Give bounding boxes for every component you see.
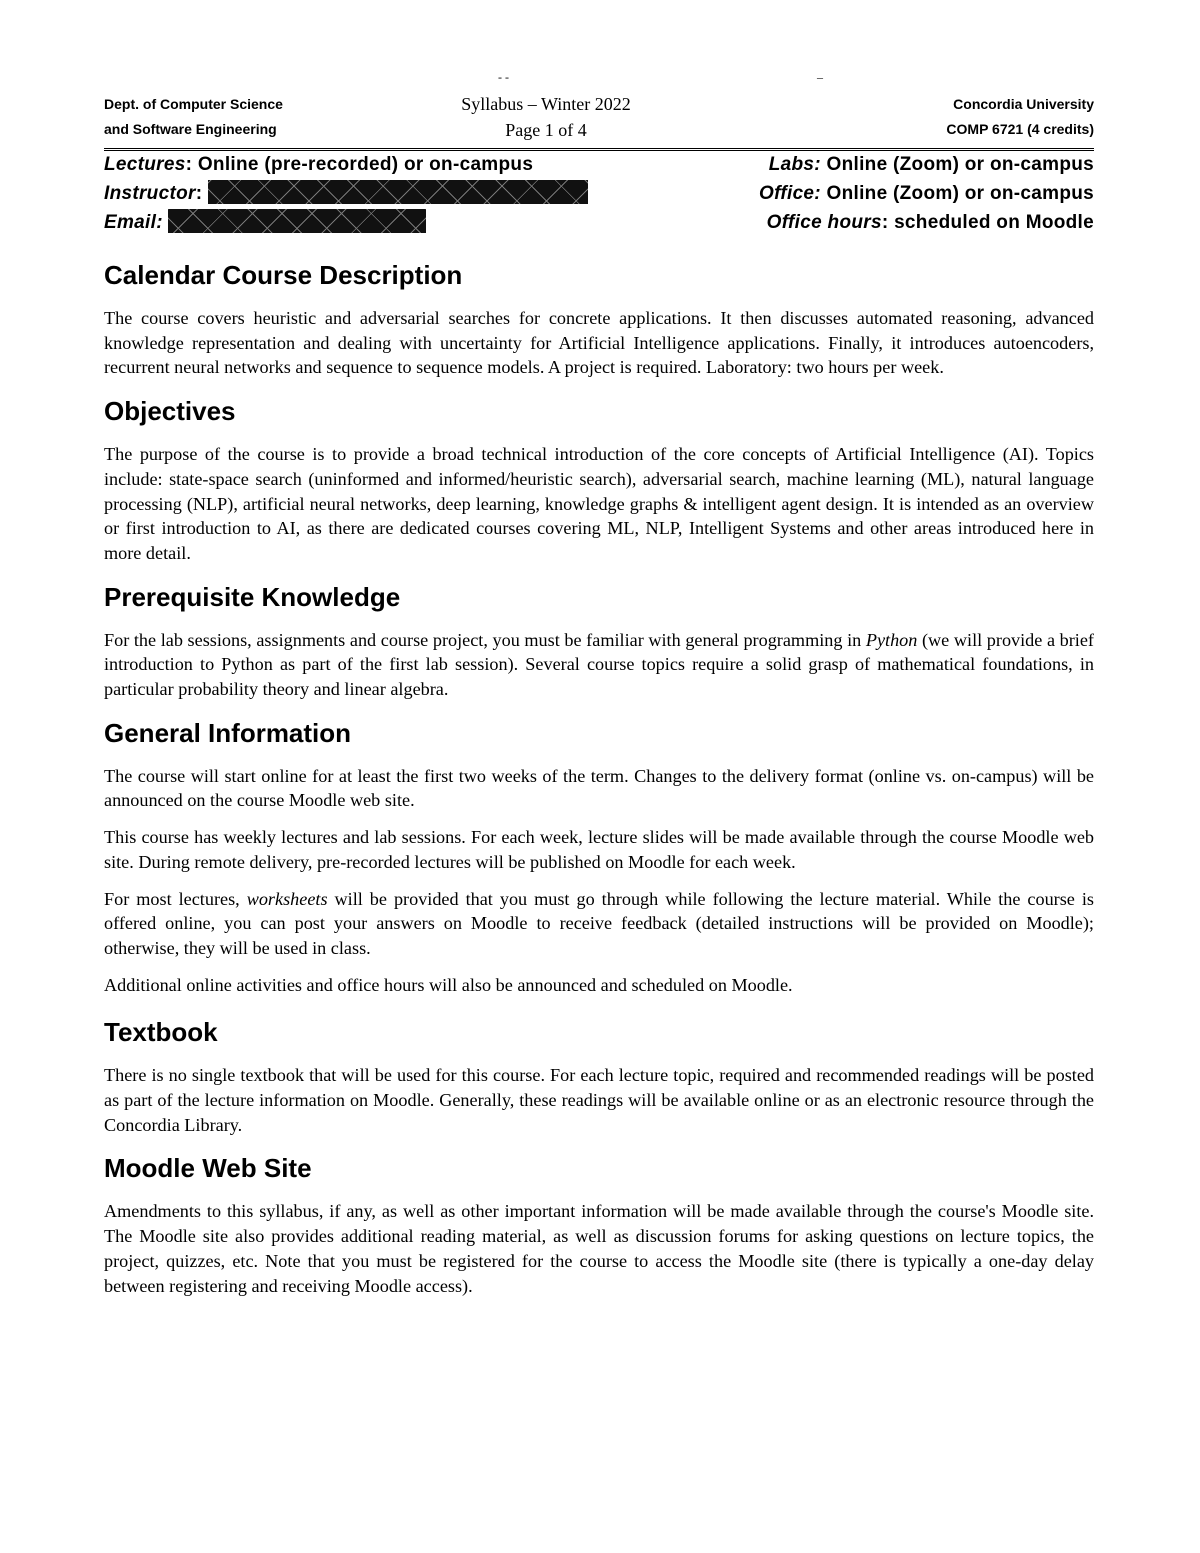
paragraph: The course will start online for at least the first two weeks of the term. Changes to the delivery format (online vs. on-campus) will be announced on the course Moodle web site.	[104, 765, 1094, 811]
page-header	[104, 88, 1094, 144]
section-title: Calendar Course Description	[104, 260, 463, 290]
header-artifact-mark: –	[817, 70, 823, 84]
paragraph: Amendments to this syllabus, if any, as well as other important information will be made available through the course's Moodle site. The Moodle site also provides additional reading material, as well as discussion forums for asking questions on lecture topics, the project, quizzes, etc. Note that you must be registered for the course to access the Moodle site (there is typically a one-day delay between registering and receiving Moodle access).	[104, 1201, 1094, 1296]
section-calendar-description	[104, 256, 1094, 380]
lectures-info: Lectures: Online (pre-recorded) or on-campus	[104, 154, 534, 175]
course-code: COMP 6721 (4 credits)	[946, 121, 1094, 137]
syllabus-title: Syllabus – Winter 2022 Page 1 of 4	[104, 91, 988, 143]
section-title: Prerequisite Knowledge	[104, 581, 401, 612]
section-prerequisite-knowledge	[104, 578, 1094, 702]
section-title: Moodle Web Site	[104, 1153, 312, 1184]
section-title: Objectives	[104, 396, 236, 427]
paragraph: This course has weekly lectures and lab sessions. For each week, lecture slides will be made available through the course Moodle web site. During remote delivery, pre-recorded lectures will be published on Moodle for each week.	[104, 827, 1094, 872]
office-info: Office: Online (Zoom) or on-campus	[759, 183, 1094, 204]
paragraph: There is no single textbook that will be used for this course. For each lecture topic, required and recommended readings will be posted as part of the lecture information on Moodle. Generally, these readings will be available online or as an electronic resource through the Concordia Library.	[104, 1065, 1094, 1135]
section-objectives	[104, 392, 1094, 566]
section-general-information	[104, 714, 1094, 998]
paragraph: For most lectures, worksheets will be provided that you must go through while following the lecture material. While the course is offered online, you can post your answers on Moodle to receive feedback (detailed instructions will be provided on Moodle); otherwise, they will be used in class.	[104, 888, 1094, 958]
header-artifact-mark: - -	[498, 70, 509, 84]
labs-info: Labs: Online (Zoom) or on-campus	[768, 154, 1094, 175]
syllabus-page	[104, 0, 1094, 1553]
page-number: Page 1 of 4	[505, 120, 587, 140]
course-info	[104, 151, 1094, 238]
paragraph: The course covers heuristic and adversarial searches for concrete applications. It then discusses automated reasoning, advanced knowledge representation and dealing with uncertainty for Artificial Intelligence applications. Finally, it introduces autoencoders, recurrent neural networks and sequence to sequence models. A project is required. Laboratory: two hours per week.	[104, 308, 1094, 378]
section-title: Textbook	[104, 1017, 218, 1048]
section-title: General Information	[104, 717, 352, 748]
paragraph: The purpose of the course is to provide a broad technical introduction of the core concepts of Artificial Intelligence (AI). Topics include: state-space search (uninformed and informed/heuristic search), adversarial search, machine learning (ML), natural language processing (NLP), artificial neural networks, deep learning, knowledge graphs & intelligent agent design. It is intended as an overview or first introduction to AI, as there are dedicated courses covering ML, NLP, Intelligent Systems and other areas introduced here in more detail.	[104, 444, 1094, 563]
paragraph: For the lab sessions, assignments and course project, you must be familiar with general programming in Python (we will provide a brief introduction to Python as part of the first lab session). Several course topics require a solid grasp of mathematical foundations, in particular probability theory and linear algebra.	[104, 629, 1094, 700]
university-name: Concordia University	[953, 96, 1094, 112]
department: Dept. of Computer Science and Software Engineering	[104, 96, 283, 137]
email-info: Email:	[104, 209, 426, 236]
section-textbook	[104, 1013, 1094, 1137]
redacted-instructor-name	[208, 180, 588, 204]
university-course	[946, 92, 1094, 142]
instructor-info: Instructor:	[104, 180, 588, 207]
syllabus-content	[104, 256, 1094, 1310]
paragraph: Additional online activities and office hours will also be announced and scheduled on Moodle.	[104, 974, 793, 995]
section-moodle-web-site	[104, 1149, 1094, 1298]
office-hours-info: Office hours: scheduled on Moodle	[766, 212, 1094, 233]
redacted-email	[168, 209, 426, 233]
